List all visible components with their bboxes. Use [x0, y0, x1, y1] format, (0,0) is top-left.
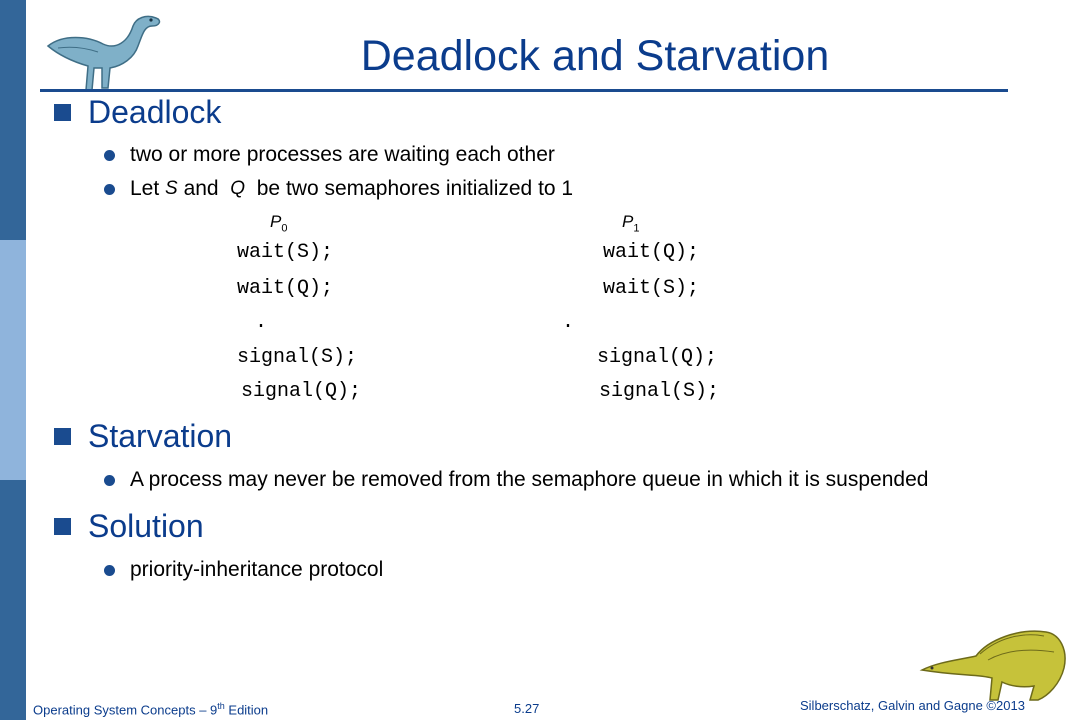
title-divider: [40, 89, 1008, 92]
round-bullet-icon: [104, 184, 115, 195]
semaphore-q: Q: [230, 178, 246, 199]
section-heading-starvation: [54, 418, 232, 455]
bullet-text-and: and: [183, 177, 219, 200]
square-bullet-icon: [54, 518, 71, 535]
footer-authors: Silberschatz, Galvin and Gagne ©2013: [800, 698, 1025, 713]
page-title: Deadlock and Starvation: [360, 32, 830, 80]
section-heading-text: Deadlock: [88, 94, 222, 130]
code-line: wait(S);: [237, 241, 334, 264]
sidebar-stripe-top: [0, 0, 26, 240]
bullet-deadlock-definition: [104, 143, 555, 167]
bullet-semaphores: [104, 177, 573, 201]
sidebar-stripe-middle: [0, 240, 26, 480]
round-bullet-icon: [104, 565, 115, 576]
semaphore-s: S: [165, 178, 178, 199]
bullet-text-prefix: Let: [130, 177, 160, 200]
code-line: signal(Q);: [597, 346, 718, 369]
square-bullet-icon: [54, 428, 71, 445]
code-line: wait(Q);: [603, 241, 700, 264]
sidebar-stripe-bottom: [0, 480, 26, 720]
process-label-p1: $P_1$: [622, 212, 640, 235]
bullet-text-suffix: be two semaphores initialized to 1: [256, 177, 574, 200]
round-bullet-icon: [104, 475, 115, 486]
code-line: .: [255, 311, 268, 334]
code-line: .: [562, 311, 575, 334]
dinosaur-logo-icon: [38, 6, 168, 96]
section-heading-solution: [54, 508, 204, 545]
bullet-text: A process may never be removed from the semaphore queue in which it is suspended: [130, 468, 929, 491]
code-line: wait(Q);: [237, 277, 334, 300]
bullet-starvation-definition: [104, 468, 928, 492]
code-line: signal(S);: [237, 346, 358, 369]
round-bullet-icon: [104, 150, 115, 161]
code-line: signal(S);: [599, 380, 720, 403]
square-bullet-icon: [54, 104, 71, 121]
dinosaur-footer-icon: [918, 610, 1070, 706]
section-heading-text: Solution: [88, 508, 204, 544]
code-line: wait(S);: [603, 277, 700, 300]
code-line: signal(Q);: [241, 380, 362, 403]
process-label-p0: $P_0$: [270, 212, 288, 235]
footer-book-title: Operating System Concepts – 9th Edition: [33, 701, 269, 718]
section-heading-deadlock: [54, 94, 221, 131]
section-heading-text: Starvation: [88, 418, 233, 454]
footer-page-number: 5.27: [514, 701, 540, 716]
bullet-text: two or more processes are waiting each other: [130, 143, 555, 166]
bullet-text: priority-inheritance protocol: [130, 558, 384, 581]
bullet-solution: [104, 558, 383, 582]
